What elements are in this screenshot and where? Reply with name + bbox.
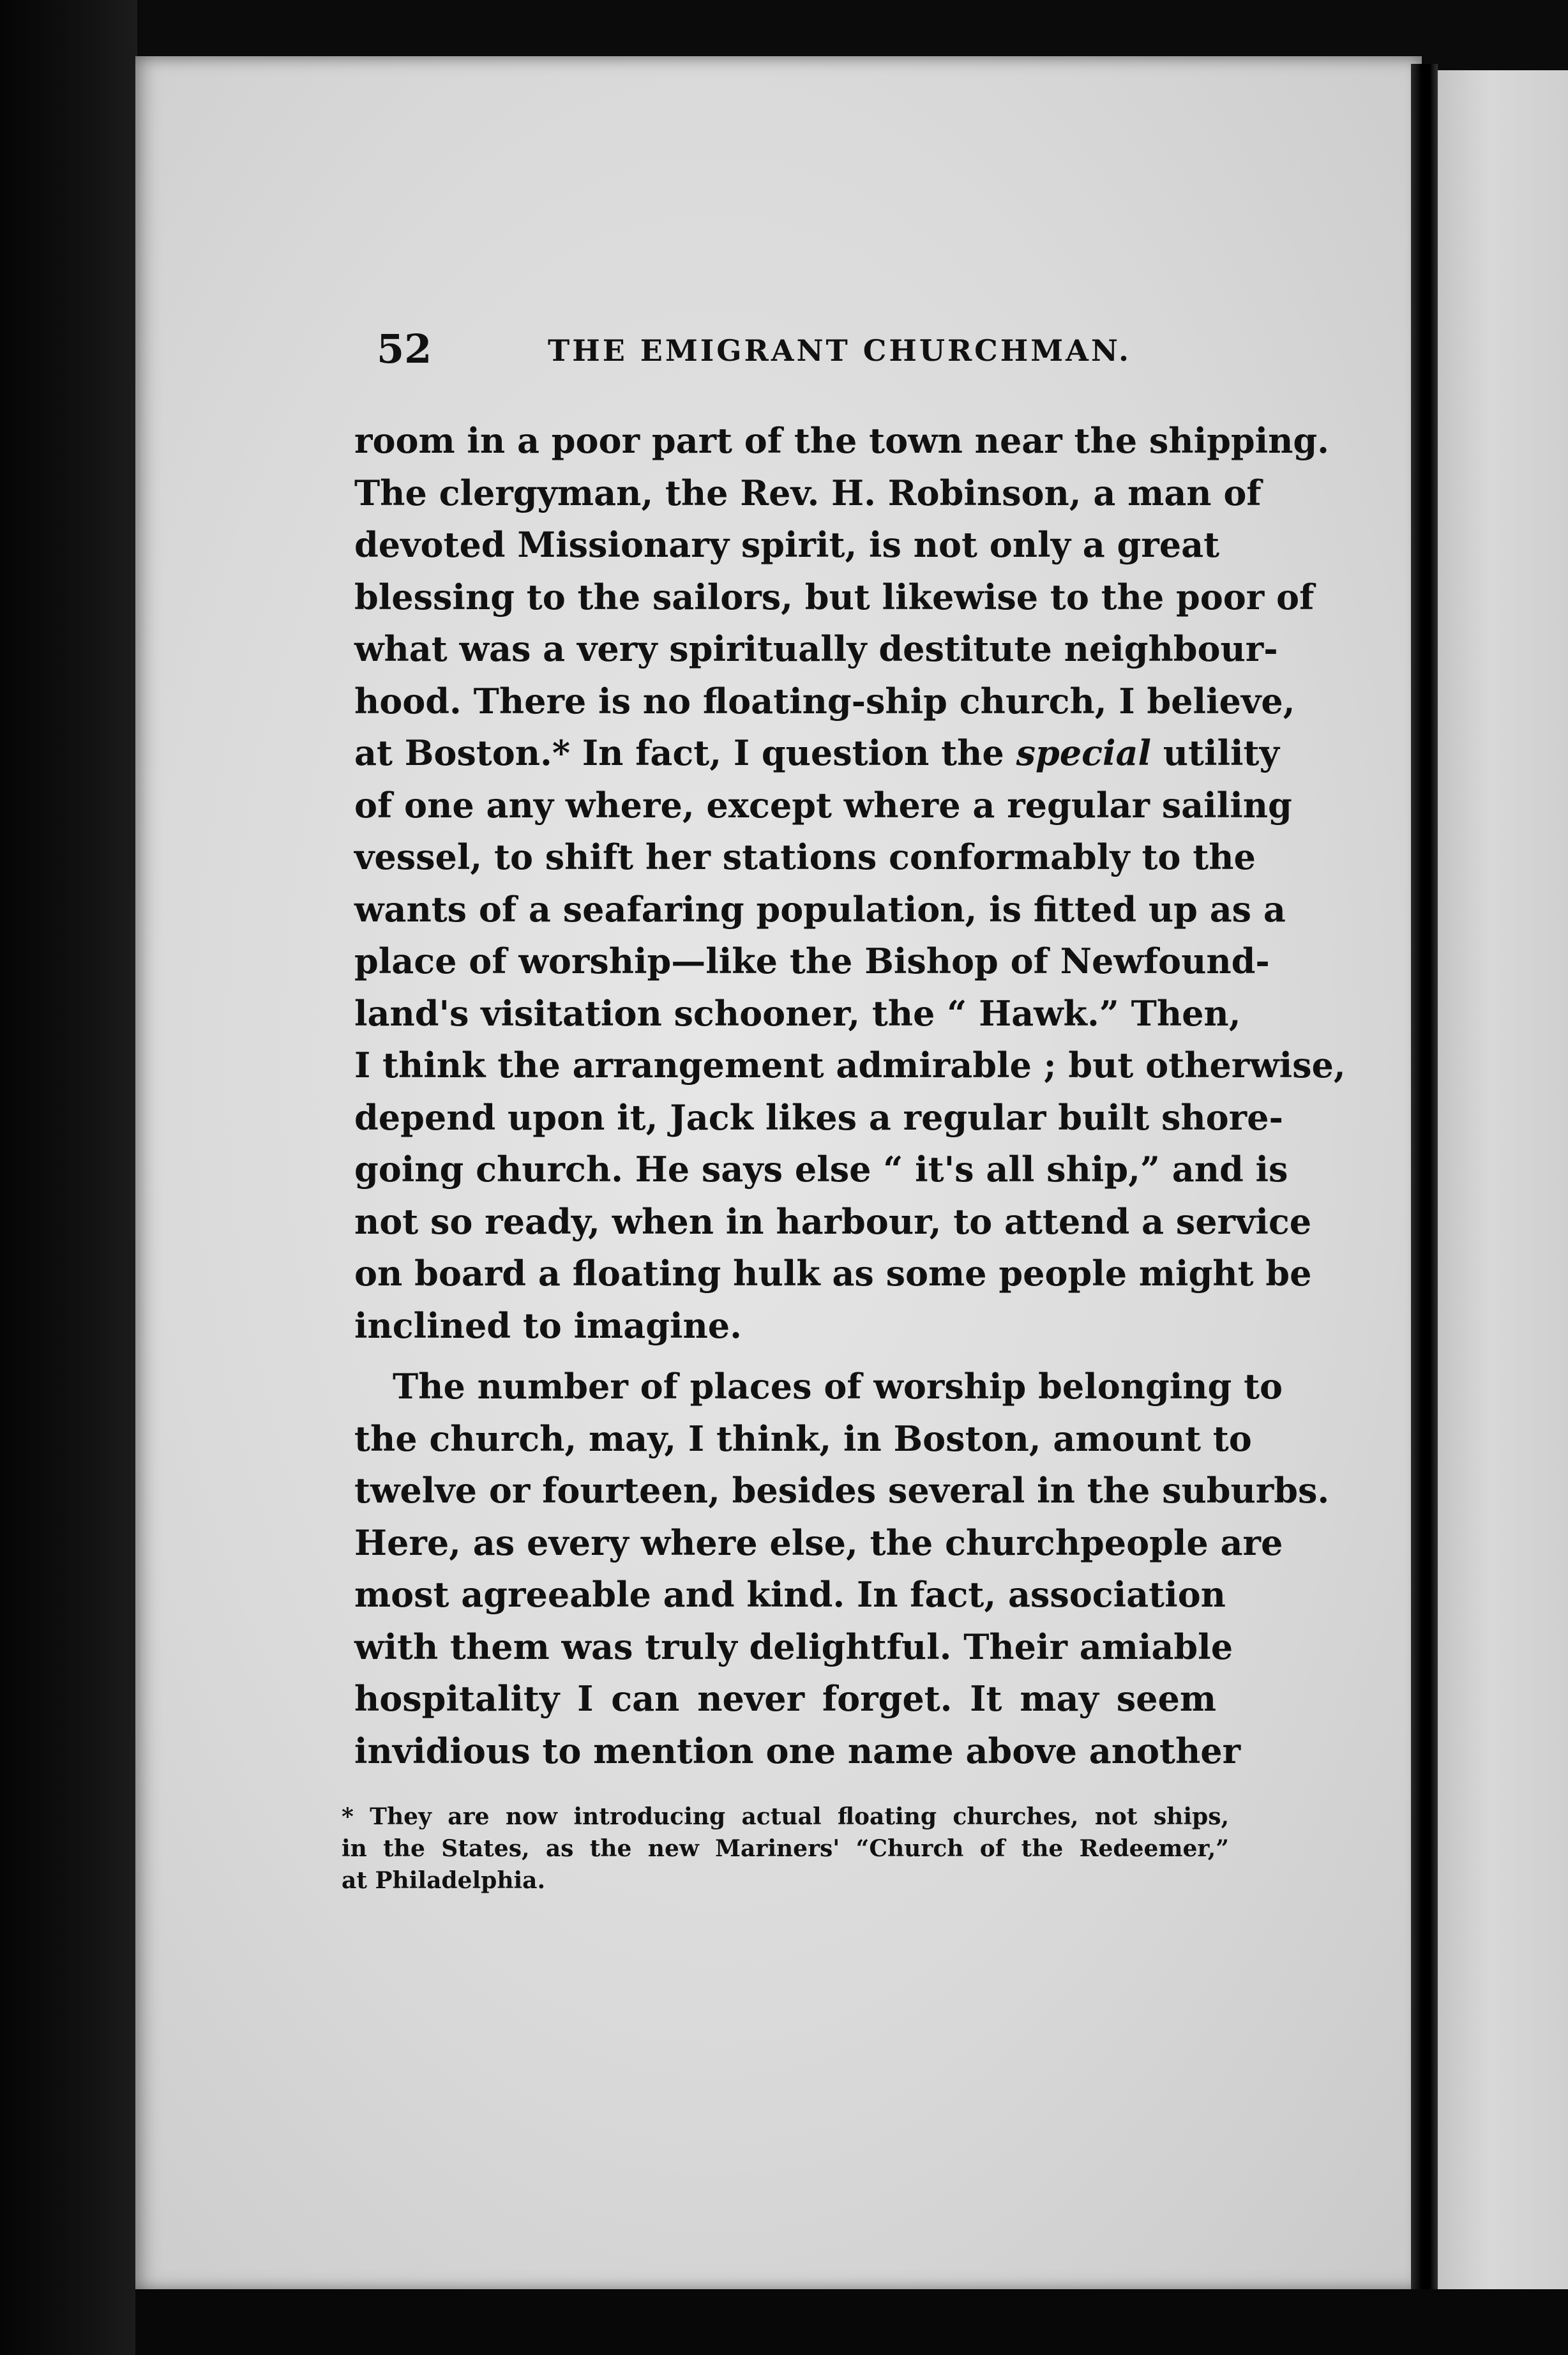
text-line: I think the arrangement admirable ; but otherwise, <box>354 1045 1346 1086</box>
body-text <box>354 415 1346 1777</box>
text-line: on board a floating hulk as some people might be <box>354 1253 1312 1294</box>
text-line: vessel, to shift her stations conformably to the <box>354 837 1256 877</box>
footnote-line: * They are now introducing actual floating churches, not ships, <box>342 1803 1229 1830</box>
paragraph-gap <box>354 1352 1216 1361</box>
footnote-line: in the States, as the new Mariners' “Church of the Redeemer,” <box>342 1835 1229 1862</box>
text-line: invidious to mention one name above another <box>354 1730 1241 1771</box>
text-line: room in a poor part of the town near the shipping. <box>354 420 1329 461</box>
left-binding-shadow <box>0 0 137 2355</box>
page-number: 52 <box>377 326 432 372</box>
page-header <box>377 326 1143 383</box>
text-line: land's visitation schooner, the “ Hawk.” Then, <box>354 992 1241 1034</box>
text-line: with them was truly delightful. Their amiable <box>354 1626 1233 1667</box>
text-line: Here, as every where else, the churchpeople are <box>354 1522 1283 1563</box>
text-line: what was a very spiritually destitute neighbour- <box>354 628 1278 669</box>
text-line: wants of a seafaring population, is fitted up as a <box>354 888 1286 930</box>
running-head: THE EMIGRANT CHURCHMAN. <box>548 333 1131 368</box>
text-line: depend upon it, Jack likes a regular built shore- <box>354 1096 1283 1138</box>
text-line: not so ready, when in harbour, to attend a service <box>354 1200 1312 1242</box>
text-line <box>354 727 1279 780</box>
italic-word: special <box>1016 732 1151 773</box>
text-segment: at Boston.* In fact, I question the <box>354 732 1004 773</box>
text-line: devoted Missionary spirit, is not only a great <box>354 524 1220 565</box>
text-line: inclined to imagine. <box>354 1305 742 1346</box>
text-line: hood. There is no floating-ship church, I believe, <box>354 680 1295 722</box>
text-line: The number of places of worship belonging to <box>393 1366 1283 1407</box>
text-line: The clergyman, the Rev. H. Robinson, a man of <box>354 472 1262 513</box>
page-gutter <box>1411 64 1438 2299</box>
footnote <box>342 1801 1229 1897</box>
footnote-line: at Philadelphia. <box>342 1867 546 1894</box>
text-line: of one any where, except where a regular sailing <box>354 784 1292 826</box>
text-segment: utility <box>1163 732 1279 773</box>
text-line: place of worship—like the Bishop of Newfound- <box>354 941 1270 981</box>
text-line: the church, may, I think, in Boston, amount to <box>354 1418 1252 1459</box>
text-line: going church. He says else “ it's all ship,” and is <box>354 1149 1288 1190</box>
text-line: blessing to the sailors, but likewise to the poor of <box>354 576 1315 617</box>
text-line: twelve or fourteen, besides several in the suburbs. <box>354 1470 1330 1511</box>
bottom-shadow <box>135 2289 1568 2355</box>
text-line: hospitality I can never forget. It may seem <box>354 1678 1216 1719</box>
text-line: most agreeable and kind. In fact, association <box>354 1574 1226 1615</box>
adjacent-page-edge <box>1438 70 1568 2292</box>
